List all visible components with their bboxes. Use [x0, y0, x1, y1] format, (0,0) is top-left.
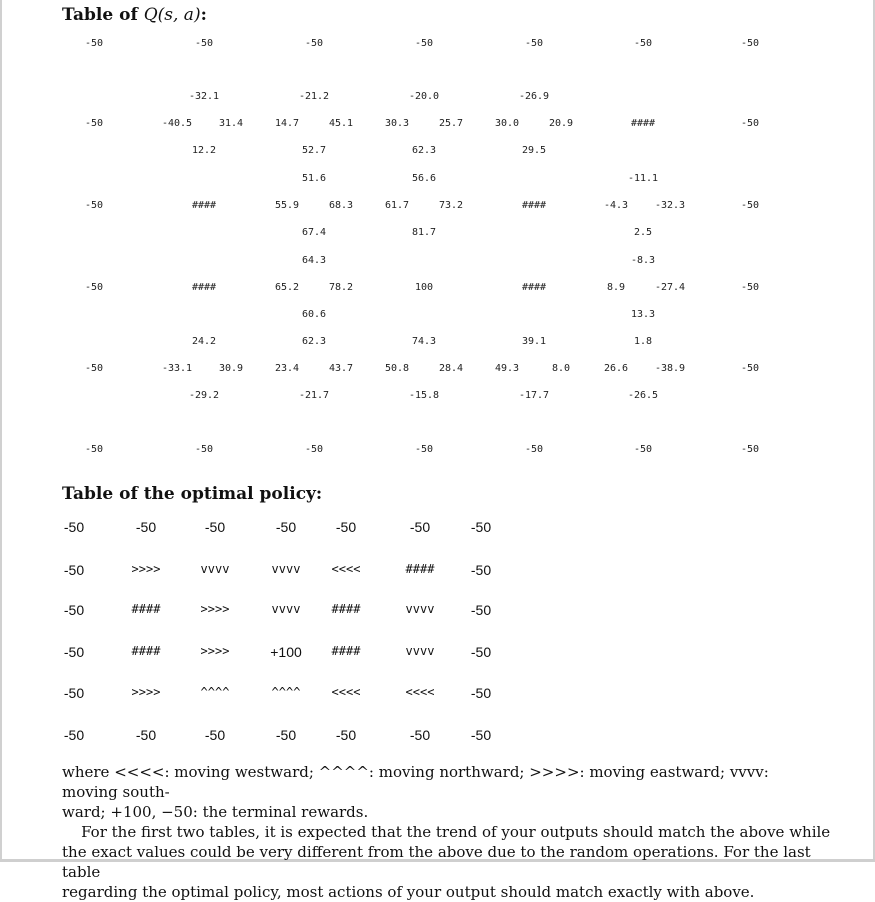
policy-cell: <<<< [405, 685, 435, 699]
q-north-value: -32.1 [188, 91, 220, 102]
q-north-value: 64.3 [301, 255, 327, 266]
policy-cell: vvvv [271, 562, 301, 576]
q-east-value: 8.0 [551, 363, 571, 374]
q-right-border-value: -50 [740, 200, 760, 211]
q-south-value: -17.7 [518, 390, 550, 401]
q-south-value: 60.6 [301, 309, 327, 320]
q-bottom-border-value: -50 [524, 444, 544, 455]
q-east-value: 20.9 [548, 118, 574, 129]
q-left-border-value: -50 [84, 363, 104, 374]
policy-cell: -50 [409, 727, 431, 743]
q-top-border-value: -50 [633, 38, 653, 49]
q-north-value: -20.0 [408, 91, 440, 102]
q-north-value: 62.3 [301, 336, 327, 347]
policy-cell: #### [405, 562, 435, 576]
policy-cell: -50 [470, 727, 492, 743]
policy-cell: >>>> [131, 685, 161, 699]
policy-cell: -50 [470, 602, 492, 618]
q-bottom-border-value: -50 [633, 444, 653, 455]
policy-cell: -50 [275, 519, 297, 535]
q-cell-value: 100 [414, 282, 434, 293]
q-north-value: -8.3 [630, 255, 656, 266]
q-south-value: 13.3 [630, 309, 656, 320]
q-north-value: -21.2 [298, 91, 330, 102]
q-table-title-suffix: : [200, 5, 207, 25]
q-east-value: 25.7 [438, 118, 464, 129]
q-east-value: 43.7 [328, 363, 354, 374]
q-south-value: 2.5 [633, 227, 653, 238]
q-bottom-border-value: -50 [414, 444, 434, 455]
q-west-value: 50.8 [384, 363, 410, 374]
q-cell-value: #### [191, 282, 217, 293]
q-east-value: 28.4 [438, 363, 464, 374]
q-west-value: 49.3 [494, 363, 520, 374]
policy-cell: >>>> [200, 644, 230, 658]
q-east-value: 31.4 [218, 118, 244, 129]
q-top-border-value: -50 [304, 38, 324, 49]
q-north-value: 74.3 [411, 336, 437, 347]
q-right-border-value: -50 [740, 363, 760, 374]
q-east-value: 45.1 [328, 118, 354, 129]
q-top-border-value: -50 [740, 38, 760, 49]
policy-cell: #### [131, 644, 161, 658]
policy-table-title: Table of the optimal policy: [62, 484, 323, 504]
q-west-value: -33.1 [161, 363, 193, 374]
q-west-value: 65.2 [274, 282, 300, 293]
q-right-border-value: -50 [740, 282, 760, 293]
policy-cell: #### [331, 602, 361, 616]
policy-cell: ^^^^ [271, 685, 301, 699]
q-bottom-border-value: -50 [84, 444, 104, 455]
note-line-1: For the first two tables, it is expected that the trend of your outputs should match the above while [62, 823, 831, 841]
q-bottom-border-value: -50 [304, 444, 324, 455]
q-south-value: 29.5 [521, 145, 547, 156]
q-east-value: 73.2 [438, 200, 464, 211]
note-line-3: regarding the optimal policy, most actions of your output should match exactly with above. [62, 883, 755, 901]
legend-line-2: ward; +100, −50: the terminal rewards. [62, 803, 369, 821]
q-south-value: -29.2 [188, 390, 220, 401]
policy-cell: #### [331, 644, 361, 658]
q-bottom-border-value: -50 [194, 444, 214, 455]
q-north-value: 1.8 [633, 336, 653, 347]
q-cell-value: #### [630, 118, 656, 129]
policy-cell: -50 [204, 519, 226, 535]
q-right-border-value: -50 [740, 118, 760, 129]
policy-cell: -50 [63, 602, 85, 618]
q-west-value: 61.7 [384, 200, 410, 211]
q-south-value: 67.4 [301, 227, 327, 238]
q-west-value: 55.9 [274, 200, 300, 211]
policy-cell: -50 [135, 519, 157, 535]
q-top-border-value: -50 [524, 38, 544, 49]
policy-cell: -50 [409, 519, 431, 535]
q-north-value: 39.1 [521, 336, 547, 347]
q-south-value: 62.3 [411, 145, 437, 156]
q-south-value: -15.8 [408, 390, 440, 401]
policy-cell: vvvv [405, 602, 435, 616]
legend-text [62, 762, 831, 902]
q-east-value: -32.3 [654, 200, 686, 211]
q-west-value: -40.5 [161, 118, 193, 129]
policy-cell: ^^^^ [200, 685, 230, 699]
policy-cell: -50 [335, 727, 357, 743]
policy-cell: >>>> [200, 602, 230, 616]
page-left-border [0, 0, 2, 862]
q-west-value: 23.4 [274, 363, 300, 374]
q-west-value: 30.0 [494, 118, 520, 129]
policy-cell: #### [131, 602, 161, 616]
policy-cell: -50 [135, 727, 157, 743]
policy-cell: vvvv [271, 602, 301, 616]
note-line-2: the exact values could be very different from the above due to the random operations. For the last table [62, 843, 811, 881]
q-west-value: 8.9 [606, 282, 626, 293]
q-left-border-value: -50 [84, 118, 104, 129]
policy-cell: -50 [470, 644, 492, 660]
q-south-value: -26.5 [627, 390, 659, 401]
q-north-value: 51.6 [301, 173, 327, 184]
policy-cell: -50 [275, 727, 297, 743]
q-table-title-math: Q(s, a) [143, 5, 201, 25]
q-east-value: 78.2 [328, 282, 354, 293]
q-table-title [62, 5, 207, 25]
policy-cell: -50 [470, 519, 492, 535]
policy-cell: -50 [63, 685, 85, 701]
q-east-value: 68.3 [328, 200, 354, 211]
policy-cell: vvvv [405, 644, 435, 658]
q-left-border-value: -50 [84, 200, 104, 211]
q-west-value: -4.3 [603, 200, 629, 211]
policy-cell: -50 [470, 685, 492, 701]
policy-cell: -50 [63, 519, 85, 535]
policy-cell: <<<< [331, 562, 361, 576]
q-south-value: -21.7 [298, 390, 330, 401]
policy-cell: -50 [63, 727, 85, 743]
q-west-value: 26.6 [603, 363, 629, 374]
q-north-value: -11.1 [627, 173, 659, 184]
policy-cell: +100 [270, 644, 302, 660]
q-cell-value: #### [191, 200, 217, 211]
policy-cell: >>>> [131, 562, 161, 576]
q-cell-value: #### [521, 200, 547, 211]
legend-line-1: where <<<<: moving westward; ^^^^: moving northward; >>>>: moving eastward; vvvv: moving south- [62, 763, 769, 801]
q-west-value: 30.3 [384, 118, 410, 129]
q-table-title-prefix: Table of [62, 5, 144, 25]
q-north-value: 56.6 [411, 173, 437, 184]
q-top-border-value: -50 [84, 38, 104, 49]
policy-cell: vvvv [200, 562, 230, 576]
policy-cell: -50 [63, 562, 85, 578]
policy-cell: <<<< [331, 685, 361, 699]
q-left-border-value: -50 [84, 282, 104, 293]
policy-cell: -50 [63, 644, 85, 660]
q-bottom-border-value: -50 [740, 444, 760, 455]
q-south-value: 52.7 [301, 145, 327, 156]
q-east-value: -38.9 [654, 363, 686, 374]
policy-cell: -50 [204, 727, 226, 743]
q-north-value: -26.9 [518, 91, 550, 102]
policy-cell: -50 [470, 562, 492, 578]
q-east-value: -27.4 [654, 282, 686, 293]
q-north-value: 24.2 [191, 336, 217, 347]
q-top-border-value: -50 [194, 38, 214, 49]
q-cell-value: #### [521, 282, 547, 293]
q-south-value: 81.7 [411, 227, 437, 238]
q-west-value: 14.7 [274, 118, 300, 129]
q-top-border-value: -50 [414, 38, 434, 49]
q-south-value: 12.2 [191, 145, 217, 156]
policy-cell: -50 [335, 519, 357, 535]
q-east-value: 30.9 [218, 363, 244, 374]
